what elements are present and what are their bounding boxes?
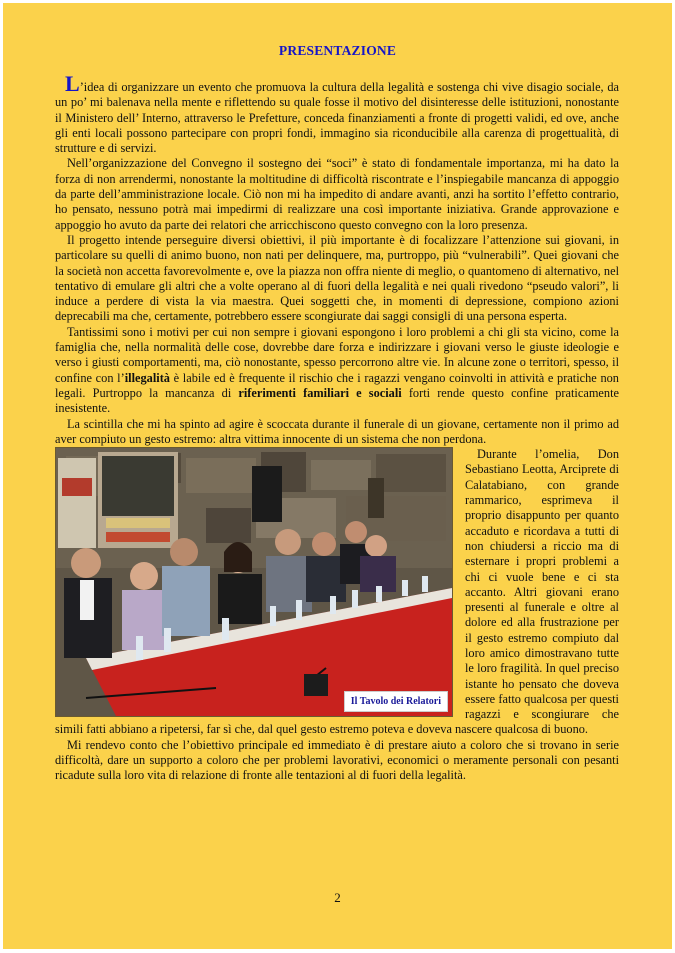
paragraph-4-text-b: è labile ed è frequente il rischio che i ragazzi vengano coinvolti in attività e pratiche non legali. Purtroppo la mancanza di [55,370,619,400]
paragraph-4-text-c: forti rende questo confine praticamente inesistente. [55,385,619,416]
article-body [55,71,619,784]
page-number: 2 [334,890,341,905]
paragraph-4 [55,325,619,417]
paragraph-2: Nell’organizzazione del Convegno il sostegno dei “soci” è stato di fondamentale importanza, mi ha dato la forza di non arrendermi, nonostante la moltitudine di difficoltà riscontrate e l’inspiegabile mancanza di appoggio da parte dell’amministrazione locale. Ciò non mi ha impedito di andare avanti, anzi ha sortito l’effetto contrario, ho pensato, nessuno potrà mai impedirmi di realizzare una così importante iniziativa. Grande approvazione e appoggio ho avuto da parte dei relatori che arricchiscono questo convegno con la loro presenza. [55,156,619,232]
paragraph-4-text-a: Tantissimi sono i motivi per cui non sempre i giovani espongono i loro problemi a chi gli sta vicino, come la famiglia che, nella normalità delle cose, dovrebbe dare forza e indirizzare i giovani verso le giuste ideologie e verso i giusti comportamenti, ma, ciò nonostante, spesso percorrono altre vie. In alcune zone o territori, spesso, il confine con l’ [55,324,619,385]
photo-caption: Il Tavolo dei Relatori [344,691,448,712]
paragraph-3: Il progetto intende perseguire diversi obiettivi, il più importante è di focalizzare l’attenzione sui giovani, in particolare su quelli di animo buono, non nati per delinquere, ma, purtroppo, più “vulnerabili”. Quei giovani che la società non accetta favorevolmente e, ove la piazza non offra niente di meglio, o quantomeno di alternativo, nel tentativo di emulare gli altri che a volte operano al di fuori della legalità e nei quali rivedono “pseudo valori”, li induce a perdere di vista la via maestra. Quei soggetti che, in momenti di depressione, compiono azioni deprecabili ma che, certamente, potrebbero essere scongiurate dai saggi consigli di una persona esperta. [55,232,619,324]
paragraph-6: Durante l’omelia, Don Sebastiano Leotta, Arciprete di Calatabiano, con grande rammarico, esprimeva il proprio disappunto per quanto accaduto e ricordava a tutti di non chiudersi a riccio ma di esternare i propri problemi a chi ci vuole bene e ci sta accanto. Altri giovani erano presenti al funerale e oltre al dolore ed alla frustrazione per il gesto estremo compiuto dal loro amico dimostravano tutte le loro fragilità. In quel preciso istante ho pensato che doveva essere fatto qualcosa per questi ragazzi e scongiurare che simili fatti abbiano a ripetersi, far sì che, dal quel gesto estremo poteva e doveva nascere qualcosa di buono. [55,447,619,737]
paragraph-1 [55,71,619,156]
conference-photo [55,447,453,717]
paragraph-5: La scintilla che mi ha spinto ad agire è scoccata durante il funerale di un giovane, certamente non il primo ad aver compiuto un gesto estremo: altra vittima innocente di un sistema che non perdona. [55,416,619,446]
drop-cap: L [65,71,80,96]
paragraph-7: Mi rendevo conto che l’obiettivo principale ed immediato è di prestare aiuto a coloro che si trovano in serie difficoltà, dare un supporto a coloro che per problemi lavorativi, economici o meramente personali con pesanti ricadute sulla loro vita di relazione di fronte alle tentazioni al di fuori della legalità. [55,737,619,783]
bold-illegalita: illegalità [124,370,170,385]
document-page [3,3,672,949]
relatori-photo-image [56,448,452,716]
page-title: PRESENTAZIONE [278,43,397,58]
paragraph-1-text: ’idea di organizzare un evento che promuova la cultura della legalità e sostenga chi vive disagio sociale, da un po’ mi balenava nella mente e riflettendo su quale fosse il motivo del disinteresse delle istituzioni, nonostante il Ministero dell’ Interno, attraverso le Prefetture, conceda finanziamenti a fronte di progetti validi, ed ove, anche gli enti locali possono partecipare con propri fondi, immagino sia riconducibile alla carenza di progettualità, di strutture e di servizi. [55,80,619,156]
bold-riferimenti: riferimenti familiari e sociali [238,385,402,400]
